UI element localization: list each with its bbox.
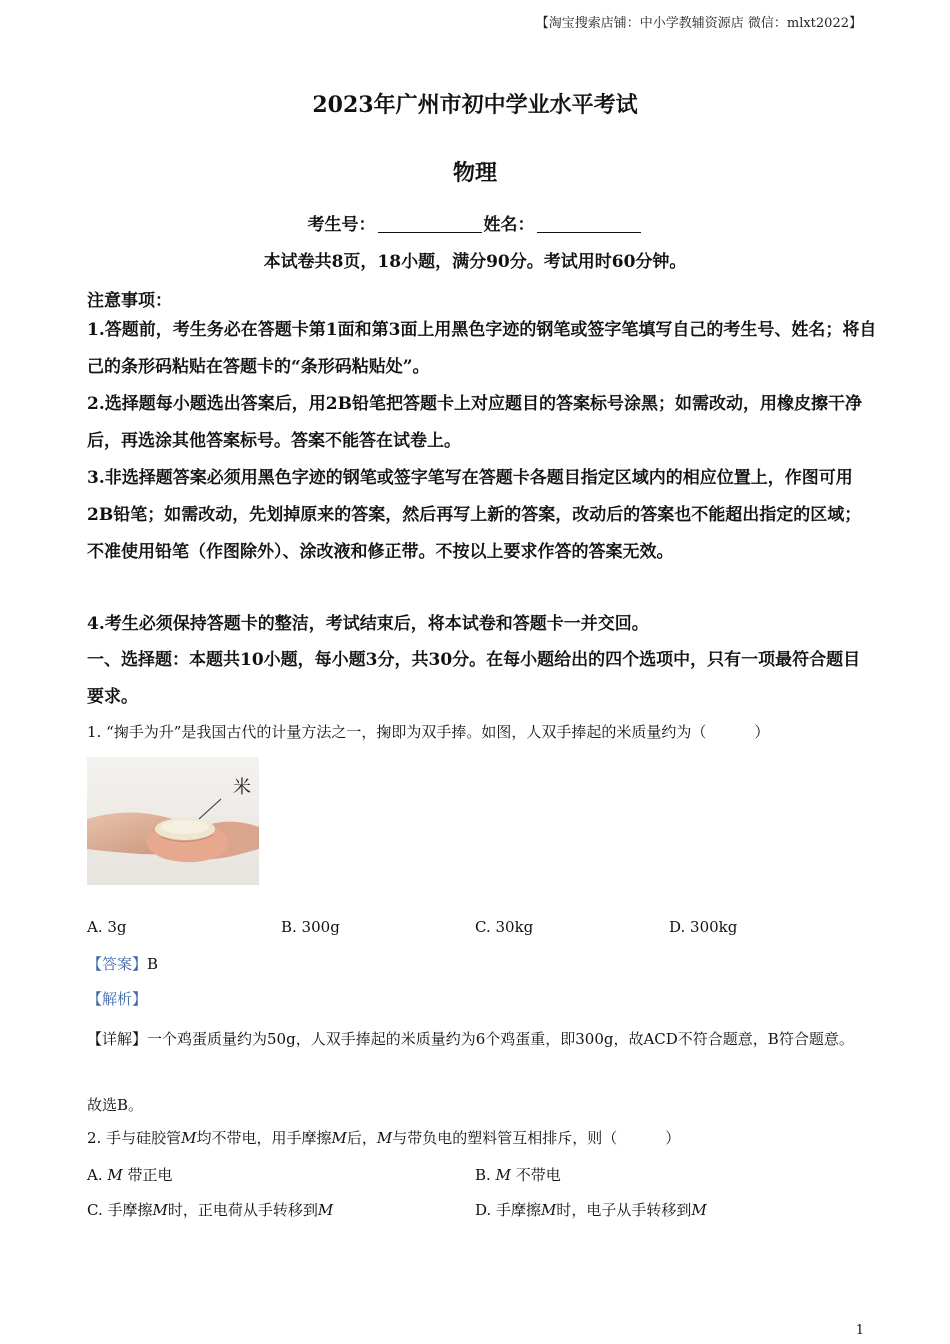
candidate-info-line [0, 210, 950, 235]
name-blank [537, 214, 641, 233]
exam-title: 2023年广州市初中学业水平考试 [312, 92, 638, 118]
q1-option-c: C. 30kg [475, 918, 534, 936]
q1-option-d: D. 300kg [669, 918, 738, 936]
q1-conclusion: 故选B。 [87, 1096, 144, 1114]
question-1-stem: 1. “掬手为升”是我国古代的计量方法之一，掬即为双手捧。如图，人双手捧起的米质量约为（ ） [87, 723, 770, 741]
note-item: 2.选择题每小题选出答案后，用2B铅笔把答题卡上对应题目的答案标号涂黑；如需改动，用橡皮擦干净后，再选涂其他答案标号。答案不能答在试卷上。 [87, 394, 862, 451]
q1-option-b: B. 300g [281, 918, 340, 936]
q2-option-a: A. M 带正电 [87, 1166, 173, 1184]
q2-option-c: C. 手摩擦M时，正电荷从手转移到M [87, 1201, 334, 1219]
note-item: 3.非选择题答案必须用黑色字迹的钢笔或签字笔写在答题卡各题目指定区域内的相应位置上，作图可用2B铅笔；如需改动，先划掉原来的答案，然后再写上新的答案，改动后的答案也不能超出指定的区域；不准使用铅笔（作图除外）、涂改液和修正带。不按以上要求作答的答案无效。 [87, 468, 862, 562]
rice-hands-image [87, 757, 259, 885]
exam-subject: 物理 [452, 160, 497, 186]
exam-number-blank [378, 214, 482, 233]
section-heading: 一、选择题：本题共10小题，每小题3分，共30分。在每小题给出的四个选项中，只有一项最符合题目要求。 [87, 650, 861, 707]
q2-option-b: B. M 不带电 [475, 1166, 561, 1184]
note-item: 1.答题前，考生务必在答题卡第1面和第3面上用黑色字迹的钢笔或签字笔填写自己的考生号、姓名；将自己的条形码粘贴在答题卡的“条形码粘贴处”。 [87, 320, 877, 377]
page-number: 1 [855, 1323, 864, 1338]
header-note: 【淘宝搜索店铺：中小学教辅资源店 微信：mlxt2022】 [535, 16, 862, 31]
q2-option-d: D. 手摩擦M时，电子从手转移到M [475, 1201, 707, 1219]
question-2-stem: 2. 手与硅胶管M均不带电，用手摩擦M后，M与带负电的塑料管互相排斥，则（ ） [87, 1129, 681, 1147]
q1-answer: 【答案】B [87, 955, 159, 973]
exam-number-label: 考生号： [307, 215, 376, 235]
name-label: 姓名： [483, 215, 535, 235]
q1-detail: 【详解】一个鸡蛋质量约为50g，人双手捧起的米质量约为6个鸡蛋重，即300g，故ACD不符合题意，B符合题意。 [87, 1030, 854, 1048]
q1-option-a: A. 3g [87, 918, 127, 936]
note-item: 4.考生必须保持答题卡的整洁，考试结束后，将本试卷和答题卡一并交回。 [87, 614, 649, 634]
rice-label: 米 [233, 777, 251, 798]
exam-summary: 本试卷共8页，18小题，满分90分。考试用时60分钟。 [263, 252, 687, 272]
notes-heading: 注意事项： [87, 291, 172, 311]
q1-analysis-label: 【解析】 [87, 990, 148, 1008]
